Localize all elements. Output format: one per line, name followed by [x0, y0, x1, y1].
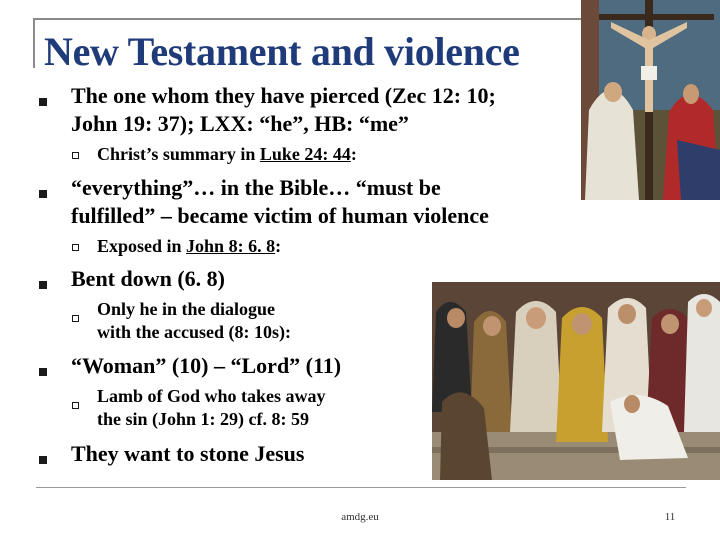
bullet-filled-square-icon	[39, 456, 47, 464]
sub-bullet-text: :	[350, 144, 357, 164]
scripture-reference-link[interactable]: Luke 24: 44	[259, 144, 351, 164]
crucifixion-painting	[581, 0, 720, 200]
bullet-2-line-1: “everything”… in the Bible… “must be	[71, 175, 441, 200]
sub-bullet-4-1-line-1: Lamb of God who takes away	[97, 386, 326, 406]
slide-title: New Testament and violence	[44, 29, 520, 74]
bullet-5-line-1: They want to stone Jesus	[71, 441, 305, 466]
bullet-filled-square-icon	[39, 190, 47, 198]
sub-bullet-3-1-line-1: Only he in the dialogue	[97, 299, 276, 319]
bullet-hollow-square-icon	[72, 402, 79, 409]
bullet-1-line-2: John 19: 37); LXX: “he”, HB: “me”	[71, 111, 409, 136]
scripture-reference-link[interactable]: John 8: 6. 8	[186, 236, 276, 256]
bullet-filled-square-icon	[39, 281, 47, 289]
bullet-hollow-square-icon	[72, 244, 79, 251]
frame-accent-vertical	[33, 18, 35, 68]
footer-divider	[36, 487, 686, 488]
passion-play-photo	[432, 282, 720, 480]
crucifixion-painting-art	[581, 0, 720, 200]
footer-site: amdg.eu	[341, 511, 379, 523]
sub-bullet-text: Christ’s summary in	[97, 144, 260, 164]
sub-bullet-3-1-line-2: with the accused (8: 10s):	[97, 322, 291, 342]
sub-bullet-1-1	[97, 143, 357, 166]
sub-bullet-4-1-line-2: the sin (John 1: 29) cf. 8: 59	[97, 409, 309, 429]
bullet-1-line-1: The one whom they have pierced (Zec 12: 10;	[71, 83, 496, 108]
sub-bullet-text: Exposed in	[97, 236, 187, 256]
frame-accent-horizontal	[33, 18, 593, 20]
page-number: 11	[664, 511, 676, 523]
bullet-3-line-1: Bent down (6. 8)	[71, 266, 226, 291]
sub-bullet-text: :	[275, 236, 282, 256]
passion-play-photo-art	[432, 282, 720, 480]
sub-bullet-2-1	[97, 235, 281, 258]
bullet-filled-square-icon	[39, 98, 47, 106]
bullet-hollow-square-icon	[72, 315, 79, 322]
bullet-4-line-1: “Woman” (10) – “Lord” (11)	[71, 353, 342, 378]
bullet-hollow-square-icon	[72, 152, 79, 159]
bullet-filled-square-icon	[39, 368, 47, 376]
bullet-2-line-2: fulfilled” – became victim of human violence	[71, 203, 489, 228]
